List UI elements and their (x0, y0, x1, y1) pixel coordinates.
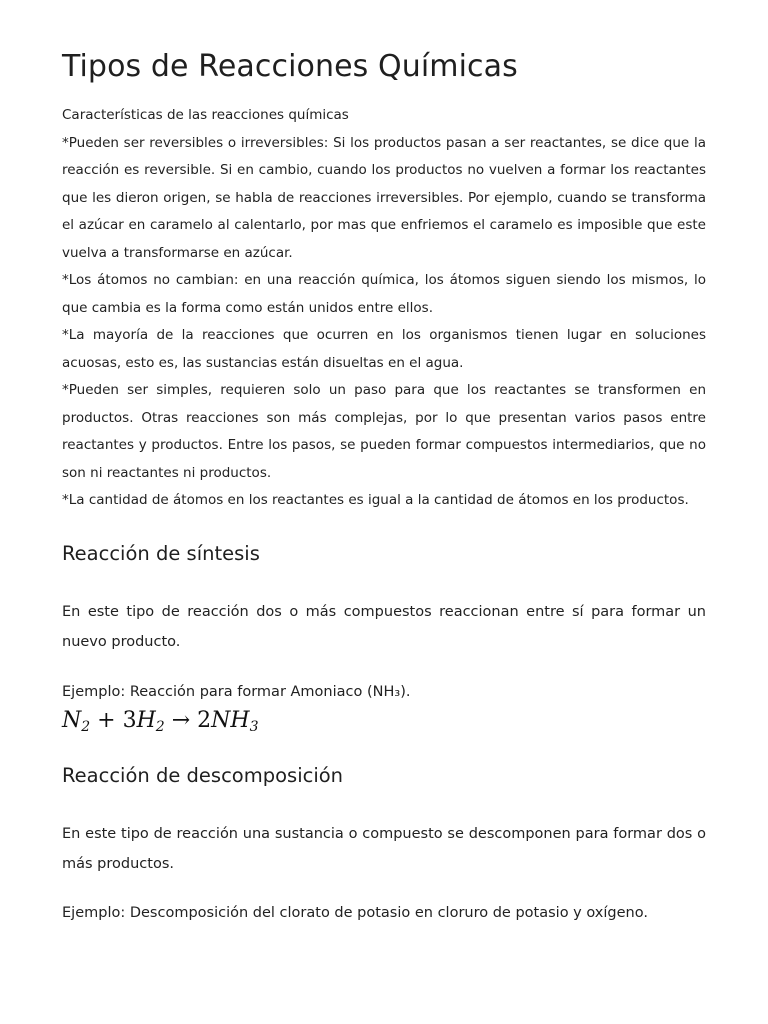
characteristic-item-reversible: *Pueden ser reversibles o irreversibles: Si los productos pasan a ser reactantes, se dice que la reacción es reversible. Si en cambio, cuando los productos no vuelven a formar los reactantes que les dieron origen, se habla de reacciones irreversibles. Por ejemplo, cuando se transforma el azúcar en caramelo al calentarlo, por mas que enfriemos el caramelo es imposible que este vuelva a transformarse en azúcar. (62, 134, 706, 261)
synthesis-example: Ejemplo: Reacción para formar Amoniaco (NH₃). (62, 683, 411, 700)
product-ammonia: $2NH_3$ (197, 707, 259, 735)
reaction-arrow: → (171, 707, 191, 733)
synthesis-description: En este tipo de reacción dos o más compuestos reaccionan entre sí para formar un nuevo producto. (62, 603, 706, 650)
synthesis-heading: Reacción de síntesis (62, 541, 260, 565)
plus-sign: + (97, 707, 116, 733)
reactant-nitrogen: $N_2$ (62, 707, 91, 735)
characteristic-item-steps: *Pueden ser simples, requieren solo un paso para que los reactantes se transformen en productos. Otras reacciones son más complejas, por lo que presentan varios pasos entre reactantes y productos. Entre los pasos, se pueden formar compuestos intermediarios, que no son ni reactantes ni productos. (62, 382, 706, 481)
characteristics-section (62, 102, 706, 515)
characteristic-item-atoms: *Los átomos no cambian: en una reacción química, los átomos siguen siendo los mismos, lo que cambia es la forma como están unidos entre ellos. (62, 272, 706, 316)
reactant-hydrogen: $3H_2$ (122, 707, 165, 735)
characteristics-heading: Características de las reacciones químicas (62, 107, 349, 123)
decomposition-heading: Reacción de descomposición (62, 763, 344, 787)
characteristic-item-aqueous: *La mayoría de la reacciones que ocurren en los organismos tienen lugar en soluciones acuosas, esto es, las sustancias están disueltas en el agua. (62, 327, 706, 371)
decomposition-description: En este tipo de reacción una sustancia o compuesto se descomponen para formar dos o más productos. (62, 825, 706, 872)
page-title: Tipos de Reacciones Químicas (62, 49, 518, 84)
decomposition-example: Ejemplo: Descomposición del clorato de potasio en cloruro de potasio y oxígeno. (62, 904, 648, 921)
characteristic-item-conservation: *La cantidad de átomos en los reactantes es igual a la cantidad de átomos en los productos. (62, 492, 689, 508)
synthesis-equation (62, 707, 706, 735)
